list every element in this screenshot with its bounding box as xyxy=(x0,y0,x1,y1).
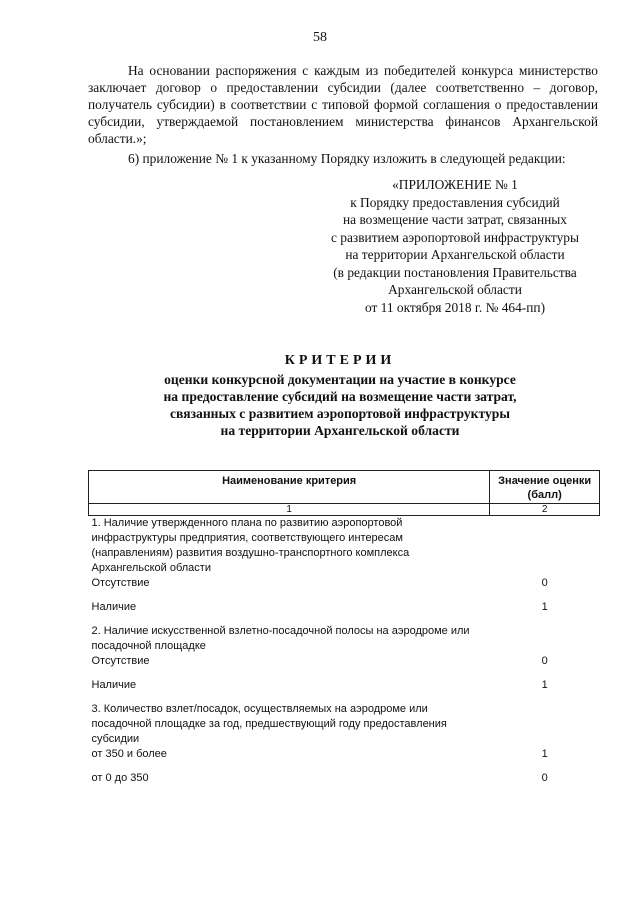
criteria-title-line: оценки конкурсной документации на участие в конкурсе xyxy=(164,372,516,387)
option-score: 1 xyxy=(541,679,548,691)
appendix-line: (в редакции постановления Правительства xyxy=(333,264,577,280)
table-header-row xyxy=(89,471,600,504)
option-score: 1 xyxy=(541,748,548,760)
column-number-2: 2 xyxy=(490,504,600,516)
column-number-1: 1 xyxy=(89,504,490,516)
table-row xyxy=(89,678,600,702)
option-label: от 0 до 350 xyxy=(91,772,149,784)
page-number: 58 xyxy=(313,30,327,45)
option-label: Наличие xyxy=(91,601,137,613)
header-score: Значение оценки (балл) xyxy=(490,471,600,504)
table-row xyxy=(89,576,600,600)
table-row xyxy=(89,624,600,654)
appendix-line: Архангельской области xyxy=(388,282,522,297)
appendix-line: к Порядку предоставления субсидий xyxy=(350,194,560,210)
appendix-header xyxy=(300,176,610,316)
option-score: 0 xyxy=(541,655,548,667)
table-row xyxy=(89,516,600,577)
criterion-title: 3. Количество взлет/посадок, осуществляемых на аэродроме или посадочной площадке за год, предшествующий году предоставления субсидии xyxy=(91,703,447,745)
intro-paragraph-2: 6) приложение № 1 к указанному Порядку изложить в следующей редакции: xyxy=(128,151,566,166)
appendix-line: на возмещение части затрат, связанных xyxy=(342,212,567,227)
option-score: 0 xyxy=(541,772,548,784)
option-score: 1 xyxy=(541,601,548,613)
intro-paragraph-1: На основании распоряжения с каждым из победителей конкурса министерство заключает договор о предоставлении субсидии (далее соответственно – договор, получатель субсидии) в соответствии с типовой формой соглашения о предоставлении субсидии, утверждаемой постановлением министерства финансов Архангельской области.»; xyxy=(88,63,598,146)
option-label: от 350 и более xyxy=(91,748,167,760)
criterion-title: 1. Наличие утвержденного плана по развитию аэропортовой инфраструктуры предприятия, соответствующего интересам (направлениям) развития воздушно-транспортного комплекса Архангельской области xyxy=(91,517,410,574)
table-row xyxy=(89,600,600,624)
criteria-heading: КРИТЕРИИ xyxy=(284,353,396,368)
option-label: Наличие xyxy=(91,679,137,691)
appendix-line: «ПРИЛОЖЕНИЕ № 1 xyxy=(392,177,518,192)
criteria-title-line: на территории Архангельской области xyxy=(220,423,460,438)
intro-text xyxy=(88,62,598,167)
appendix-line: с развитием аэропортовой инфраструктуры xyxy=(331,229,579,245)
table-row xyxy=(89,747,600,771)
option-label: Отсутствие xyxy=(91,577,150,589)
table-row xyxy=(89,702,600,747)
table-row xyxy=(89,654,600,678)
appendix-line: на территории Архангельской области xyxy=(345,247,565,262)
appendix-line: от 11 октября 2018 г. № 464-пп) xyxy=(364,299,546,315)
criteria-table xyxy=(88,470,600,795)
option-score: 0 xyxy=(541,577,548,589)
criteria-title-line: связанных с развитием аэропортовой инфраструктуры xyxy=(170,406,510,421)
criteria-title xyxy=(80,352,600,439)
table-row xyxy=(89,771,600,795)
criteria-title-line: на предоставление субсидий на возмещение части затрат, xyxy=(163,389,517,404)
header-criterion-name: Наименование критерия xyxy=(89,471,490,504)
criterion-title: 2. Наличие искусственной взлетно-посадочной полосы на аэродроме или посадочной площадке xyxy=(91,625,470,652)
column-number-row xyxy=(89,504,600,516)
option-label: Отсутствие xyxy=(91,655,150,667)
